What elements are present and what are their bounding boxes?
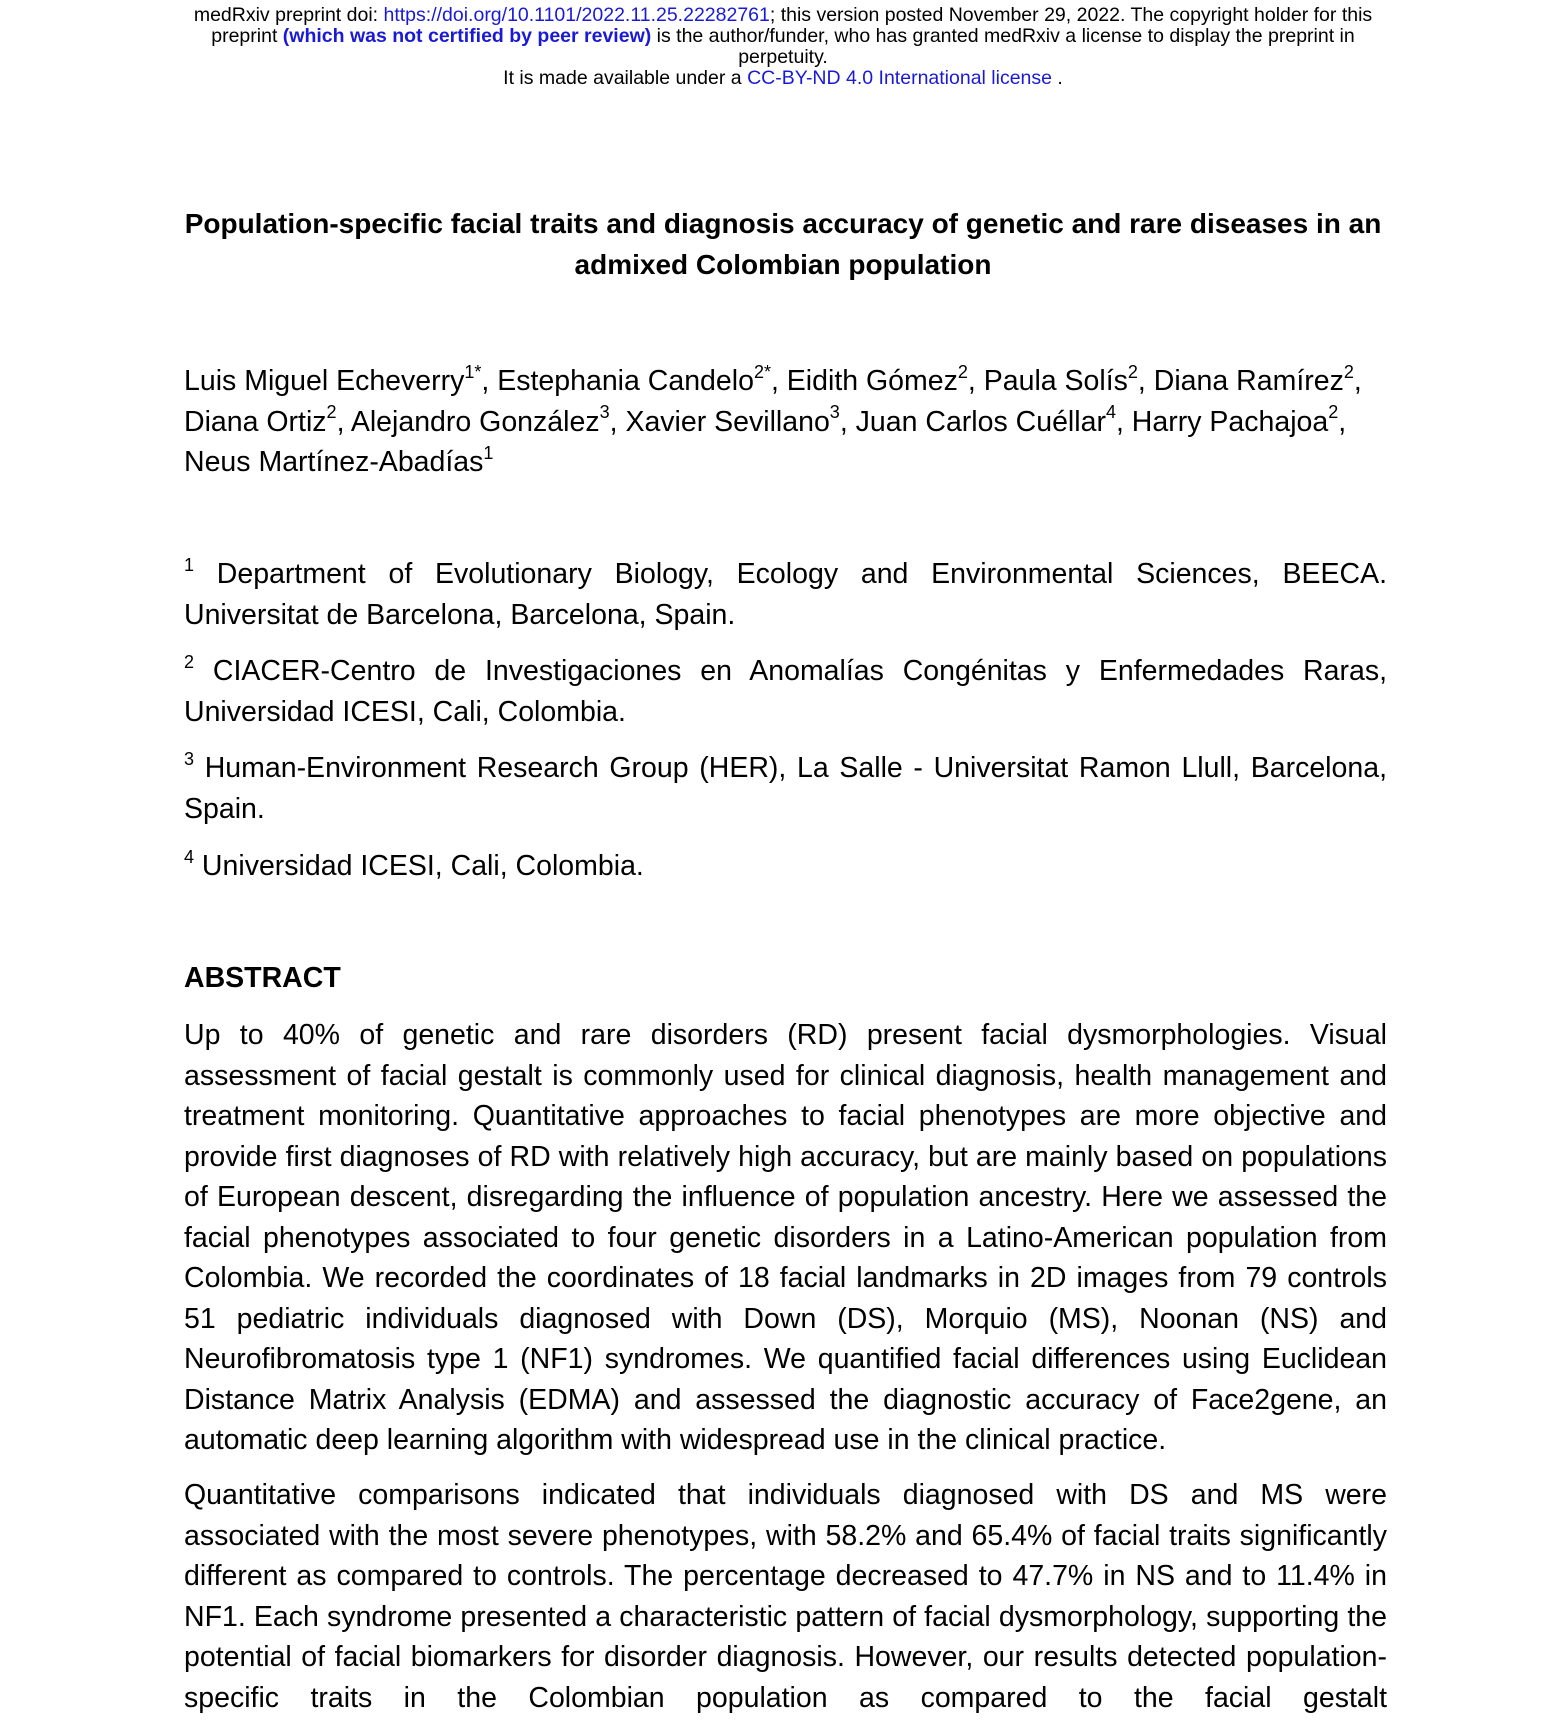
affiliation-2 bbox=[184, 651, 1387, 732]
affiliation-text: CIACER-Centro de Investigaciones en Anomalías Congénitas y Enfermedades Raras, Universidad ICESI, Cali, Colombia. bbox=[184, 655, 1387, 728]
author-affiliation-marker: 2* bbox=[753, 361, 771, 382]
header-line-3: perpetuity. bbox=[738, 46, 828, 68]
author-name: Xavier Sevillano bbox=[625, 405, 830, 438]
affiliation-number: 3 bbox=[184, 748, 195, 769]
author-affiliation-marker: 2 bbox=[326, 402, 337, 422]
author-affiliation-marker: 2 bbox=[1127, 361, 1138, 382]
abstract-paragraph-2: Quantitative comparisons indicated that individuals diagnosed with DS and MS were associated with the most severe phenotypes, with 58.2% and 65.4% of facial traits significantly different as compared to controls. The percentage decreased to 47.7% in NS and to 11.4% in NF1. Each syndrome presented a characteristic pattern of facial dysmorphology, supporting the potential of facial biomarkers for disorder diagnosis. However, our results detected population-specific traits in the Colombian population as compared to the facial gestalt bbox=[184, 1479, 1387, 1714]
affiliation-3 bbox=[184, 748, 1387, 829]
affiliation-4 bbox=[184, 846, 1387, 887]
author-affiliation-marker: 2 bbox=[957, 361, 968, 382]
preprint-header bbox=[0, 5, 1566, 89]
abstract-paragraph-1: Up to 40% of genetic and rare disorders (RD) present facial dysmorphologies. Visual assessment of facial gestalt is commonly used for clinical diagnosis, health management and treatment monitoring. Quantitative approaches to facial phenotypes are more objective and provide first diagnoses of RD with relatively high accuracy, but are mainly based on populations of European descent, disregarding the influence of population ancestry. Here we assessed the facial phenotypes associated to four genetic disorders in a Latino-American population from Colombia. We recorded the coordinates of 18 facial landmarks in 2D images from 79 controls 51 pediatric individuals diagnosed with Down (DS), Morquio (MS), Noonan (NS) and Neurofibromatosis type 1 (NF1) syndromes. We quantified facial differences using Euclidean Distance Matrix Analysis (EDMA) and assessed the diagnostic accuracy of Face2gene, an automatic deep learning algorithm with widespread use in the clinical practice. bbox=[184, 1019, 1387, 1456]
author-name: Harry Pachajoa bbox=[1131, 405, 1329, 438]
abstract-heading: ABSTRACT bbox=[184, 962, 341, 994]
author-affiliation-marker: 1 bbox=[483, 442, 494, 463]
author-name: Diana Ortiz bbox=[184, 405, 327, 438]
license-link[interactable]: CC-BY-ND 4.0 International license bbox=[747, 67, 1052, 89]
affiliation-text: Department of Evolutionary Biology, Ecology and Environmental Sciences, BEECA. Universitat de Barcelona, Barcelona, Spain. bbox=[184, 558, 1387, 631]
affiliation-number: 1 bbox=[184, 554, 195, 575]
author-name: Diana Ramírez bbox=[1153, 365, 1344, 397]
author-affiliation-marker: 2 bbox=[1343, 361, 1354, 382]
author-affiliation-marker: 1* bbox=[464, 361, 482, 382]
author-affiliation-marker: 3 bbox=[599, 402, 610, 422]
doi-link[interactable]: https://doi.org/10.1101/2022.11.25.22282761 bbox=[383, 4, 770, 26]
header-line-4: It is made available under a CC-BY-ND 4.0 International license . bbox=[503, 67, 1063, 89]
author-name: Luis Miguel Echeverry bbox=[184, 365, 465, 397]
author-name: Estephania Candelo bbox=[497, 365, 754, 397]
header-line-1: medRxiv preprint doi: https://doi.org/10.1101/2022.11.25.22282761; this version posted November 29, 2022. The copyright holder for this bbox=[193, 4, 1373, 26]
author-name: Neus Martínez-Abadías bbox=[184, 446, 484, 478]
affiliation-1 bbox=[184, 554, 1387, 635]
author-name: Juan Carlos Cuéllar bbox=[855, 405, 1106, 438]
author-affiliation-marker: 2 bbox=[1328, 402, 1339, 422]
author-name: Eidith Gómez bbox=[786, 365, 958, 397]
author-affiliation-marker: 3 bbox=[829, 402, 840, 422]
author-list: Luis Miguel Echeverry$^{1*}$, Estephania Candelo$^{2*}$, Eidith Gómez$^2$, Paula Solís$^2$, Diana Ramírez$^2$, Diana Ortiz$^2$, Alejandro González$^3$, Xavier Sevillano$^3$, Juan Carlos Cuéllar$^4$, Harry Pachajoa$^2$, Neus Martínez-Abadías$^1$ bbox=[184, 361, 1362, 478]
affiliation-number: 2 bbox=[184, 651, 195, 672]
author-affiliation-marker: 4 bbox=[1105, 402, 1116, 422]
paper-title: Population-specific facial traits and diagnosis accuracy of genetic and rare diseases in an admixed Colombian population bbox=[184, 208, 1382, 280]
affiliation-number: 4 bbox=[184, 846, 195, 867]
header-line-2: preprint (which was not certified by peer review) is the author/funder, who has granted medRxiv a license to display the preprint in bbox=[211, 25, 1355, 47]
affiliation-text: Universidad ICESI, Cali, Colombia. bbox=[194, 850, 644, 882]
peer-review-link[interactable]: (which was not certified by peer review) bbox=[282, 25, 652, 47]
author-name: Paula Solís bbox=[983, 365, 1128, 397]
author-name: Alejandro González bbox=[350, 405, 600, 438]
affiliation-text: Human-Environment Research Group (HER), La Salle - Universitat Ramon Llull, Barcelona, Spain. bbox=[184, 752, 1387, 825]
